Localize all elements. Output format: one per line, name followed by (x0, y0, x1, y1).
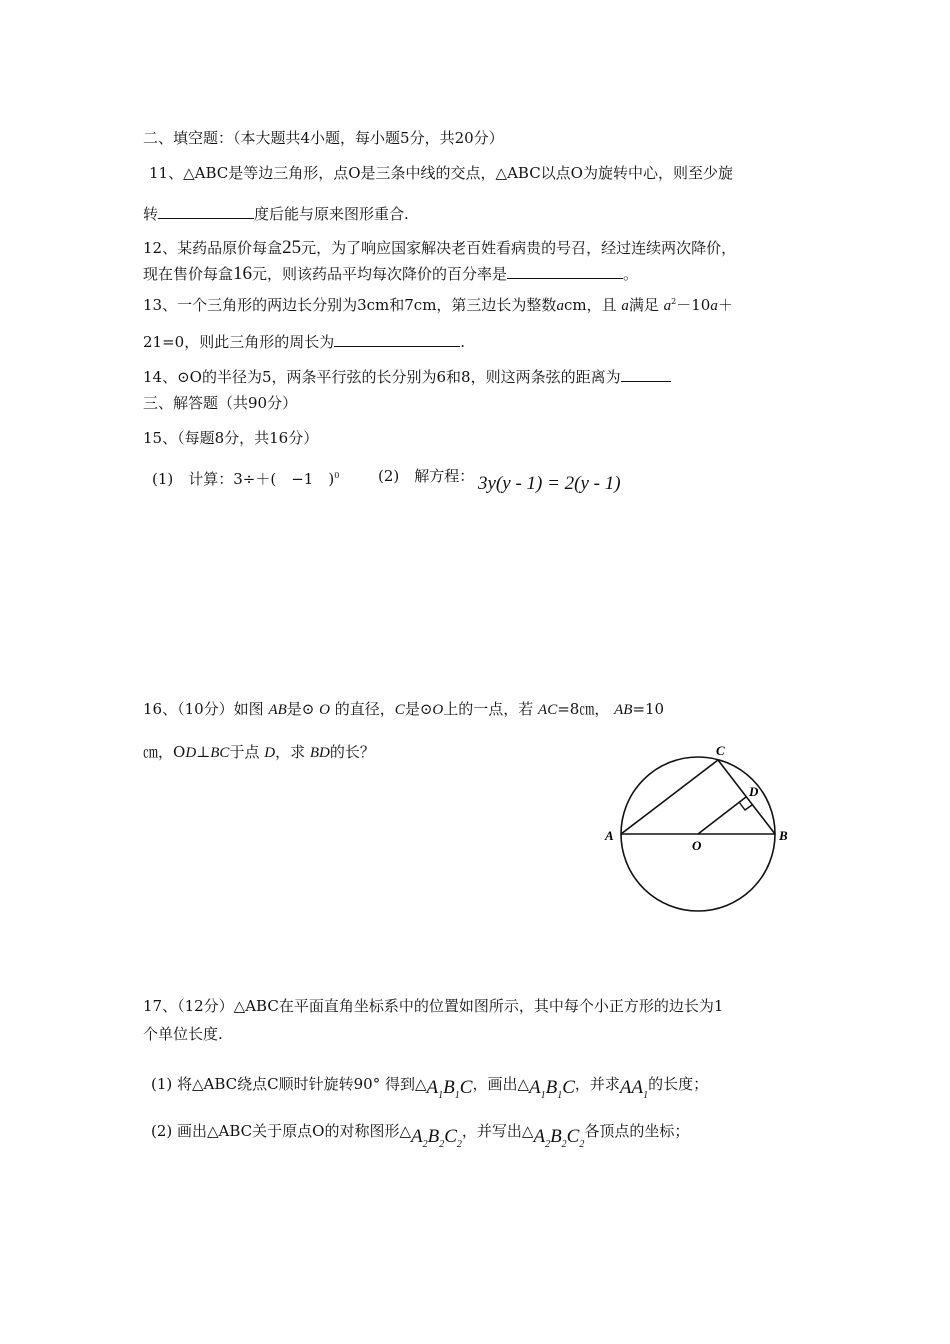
q16-line1 (143, 699, 664, 720)
q17-p1-d: 的长度； (648, 1075, 709, 1093)
q16-ab-2: AB (614, 702, 633, 718)
q16-o: O (319, 702, 330, 718)
q12-line1 (143, 238, 736, 258)
q13-line2 (143, 332, 465, 352)
q16-line2-e: ，求 (275, 743, 306, 761)
q13-line2-post: . (460, 333, 465, 351)
q13-text-e: ＋ (717, 296, 733, 314)
q12-line2 (143, 264, 638, 284)
q12-text-a: 12、某药品原价每盒 (143, 239, 283, 257)
q17-aa1: $AA_1$ (619, 1077, 649, 1101)
q13-answer-blank[interactable] (334, 332, 460, 347)
q17-line1: 17、（12分）△ABC在平面直角坐标系中的位置如图所示，其中每个小正方形的边长为1 (143, 997, 724, 1015)
q17-p1-c: ，并求 (574, 1075, 620, 1093)
q17-a2b2c2-1: $A_2B_2C_2$ (411, 1126, 462, 1150)
q11-line2 (143, 204, 409, 224)
q12-text-e: 。 (623, 265, 639, 283)
q13-var-a-3: a (663, 298, 672, 314)
q13-var-a-2: a (621, 298, 629, 314)
section2-heading: 二、填空题：（本大题共4小题，每小题5分，共20分） (143, 129, 504, 147)
q14-text: 14、⊙O的半径为5，两条平行弦的长分别为6和8，则这两条弦的距离为 (143, 368, 621, 386)
q15-part2-label: (2) 解方程： (378, 467, 475, 485)
q16-perp: ⊥ (196, 743, 211, 761)
q17-a2b2c2-2: $A_2B_2C_2$ (533, 1126, 585, 1150)
q17-p2-b: ，并写出△ (461, 1122, 534, 1140)
chord-bc (718, 760, 775, 834)
q14-line (143, 367, 671, 387)
q13-text-d: －10 (676, 296, 711, 314)
label-c: C (716, 743, 725, 758)
q16-line2-c: 于点 (229, 743, 260, 761)
q13-line2-pre: 21=0，则此三角形的周长为 (143, 333, 335, 351)
q13-text-a: 13、一个三角形的两边长分别为3cm和7cm，第三边长为整数 (143, 296, 557, 314)
q16-line2-f: 的长？ (329, 743, 375, 761)
q12-text-c: 现在售价每盒 (143, 265, 234, 283)
q17-line2: 个单位长度. (143, 1025, 223, 1043)
q12-price-current: 16 (233, 263, 253, 284)
q17-part1 (151, 1074, 708, 1102)
q16-text-a: 16、（10分）如图 (143, 700, 264, 718)
label-d: D (749, 784, 759, 799)
q14-answer-blank[interactable] (621, 367, 671, 382)
q17-p2-c: 各顶点的坐标； (584, 1122, 690, 1140)
q16-line2 (143, 742, 375, 763)
section3-heading: 三、解答题（共90分） (143, 394, 298, 412)
q16-circle-figure (600, 738, 800, 920)
q17-a1b1c-1: $A_1B_1C$ (426, 1077, 473, 1101)
q17-p2-a: (2) 画出△ABC关于原点O的对称图形△ (151, 1122, 411, 1140)
q13-line1 (143, 292, 733, 316)
q16-text-e: 上的一点，若 (443, 700, 534, 718)
q17-p1-a: (1) 将△ABC绕点C顺时针旋转90° 得到△ (151, 1075, 427, 1093)
q13-var-a: a (556, 298, 564, 314)
q16-line2-a: ㎝，O (143, 743, 186, 761)
q11-post: 度后能与原来图形重合. (254, 205, 409, 223)
q17-a1b1c-2: $A_1B_1C$ (528, 1077, 575, 1101)
q15-part1-text: (1) 计算：3÷＋( −1 ) (152, 470, 335, 488)
q11-pre: 转 (143, 205, 159, 223)
q15-part1 (152, 466, 339, 489)
q16-text-b: 是⊙ (286, 700, 315, 718)
q11-answer-blank[interactable] (158, 204, 254, 219)
q13-var-a-4: a (710, 298, 718, 314)
right-angle-mark (739, 802, 752, 810)
q15-equation: 3y(y - 1) = 2(y - 1) (478, 473, 621, 494)
q16-point-d: D (264, 745, 276, 761)
q17-part2 (151, 1121, 689, 1149)
q15-heading: 15、（每题8分，共16分） (143, 429, 319, 447)
label-b: B (779, 828, 788, 843)
q17-p1-b: ，画出△ (472, 1075, 529, 1093)
q16-line2-d: D (185, 745, 197, 761)
q16-c: C (394, 702, 405, 718)
label-o: O (692, 838, 702, 853)
q16-ac: AC (538, 702, 558, 718)
q11-line1: 11、△ABC是等边三角形，点O是三条中线的交点，△ABC以点O为旋转中心，则至少旋 (149, 164, 733, 182)
q16-text-d: 是⊙ (404, 700, 433, 718)
q12-text-d: 元，则该药品平均每次降价的百分率是 (252, 265, 508, 283)
q12-price-original: 25 (282, 237, 302, 258)
q16-text-g: =10 (632, 700, 665, 718)
q13-text-c: 满足 (628, 296, 659, 314)
q12-answer-blank[interactable] (507, 264, 623, 279)
chord-ac (621, 760, 718, 834)
q16-bc: BC (210, 745, 230, 761)
q16-bd: BD (309, 745, 330, 761)
q15-part1-exponent: 0 (334, 471, 340, 480)
label-a: A (605, 828, 614, 843)
q16-text-c: 的直径， (334, 700, 395, 718)
q13-square: 2 (671, 297, 677, 306)
q16-o-2: O (432, 702, 444, 718)
q16-ab: AB (268, 702, 287, 718)
q16-text-f: =8㎝， (557, 700, 610, 718)
q12-text-b: 元，为了响应国家解决老百姓看病贵的号召，经过连续两次降价， (301, 239, 737, 257)
q13-text-b: cm，且 (563, 296, 617, 314)
